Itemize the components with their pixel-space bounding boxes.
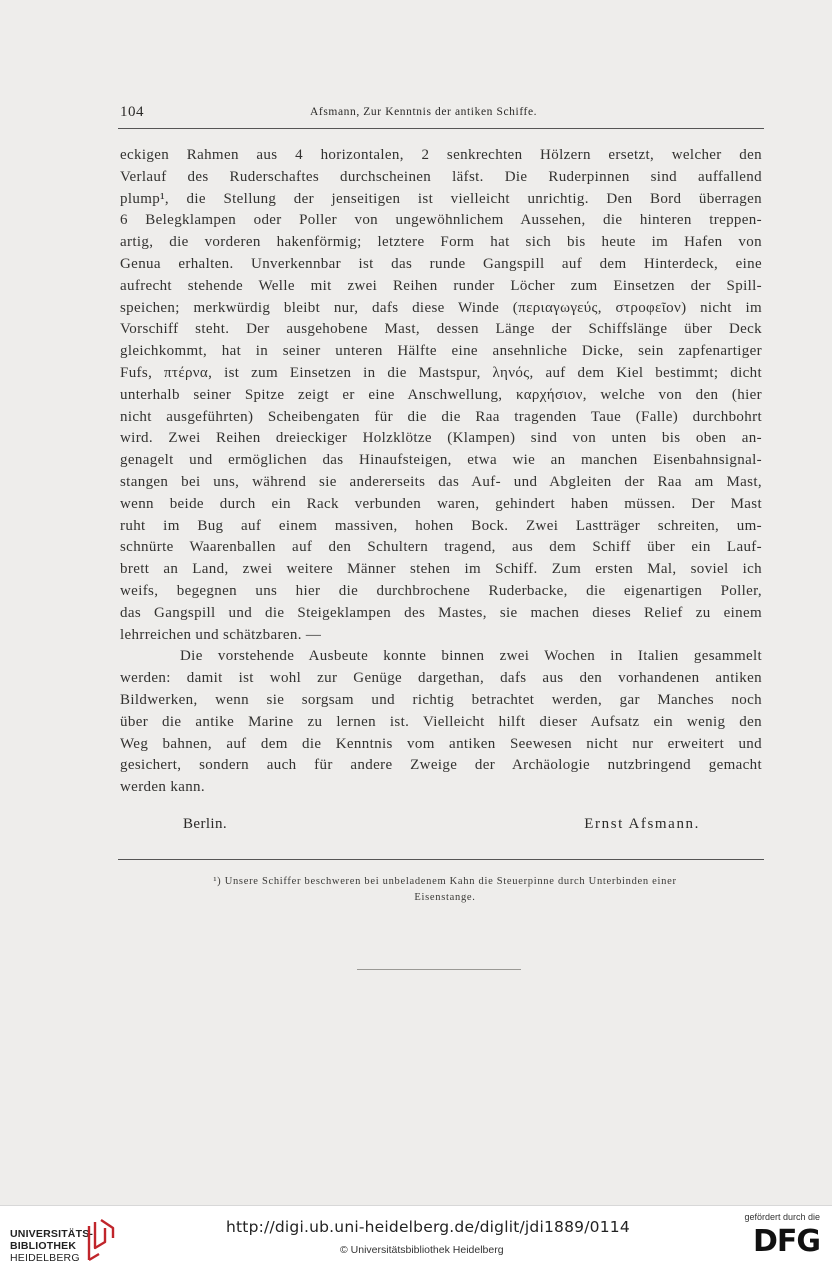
running-head: [120, 104, 762, 128]
institution-line: HEIDELBERG: [10, 1252, 80, 1264]
end-rule: [357, 969, 521, 970]
text-line: Die vorstehende Ausbeute konnte binnen zwei Wochen in Italien gesammelt: [180, 648, 762, 665]
body-text: [120, 145, 762, 799]
text-line: eckigen Rahmen aus 4 horizontalen, 2 senkrechten Hölzern ersetzt, welcher den: [120, 147, 762, 163]
text-line: genagelt und ermöglichen das Hinaufsteigen, etwa wie an manchen Eisenbahnsignal-: [120, 452, 762, 469]
signature-place: Berlin.: [183, 816, 228, 832]
text-line: Fufs, πτέρνα, ist zum Einsetzen in die Mastspur, ληνός, auf dem Kiel bestimmt; dicht: [120, 364, 762, 381]
ub-logo-mark-icon: [85, 1218, 117, 1262]
text-line: Genua erhalten. Unverkennbar ist das runde Gangspill auf dem Hinterdeck, eine: [120, 255, 762, 272]
text-line: artig, die vorderen hakenförmig; letztere Form hat sich bis heute im Hafen von: [120, 234, 762, 251]
page-number: 104: [120, 104, 144, 120]
header-rule: [118, 128, 764, 129]
text-line: 6 Belegklampen oder Poller von ungewöhnlichem Aussehen, die hinteren treppen-: [120, 212, 762, 229]
text-line: werden kann.: [120, 779, 206, 796]
text-line: Bildwerken, wenn sie sorgsam und richtig betrachtet werden, gar Manches noch: [120, 691, 762, 708]
text-line: speichen; merkwürdig bleibt nur, dafs diese Winde (περιαγωγεύς, στροφεῖον) nicht im: [120, 299, 762, 316]
dfg-logo[interactable]: DFG: [752, 1224, 820, 1259]
funding-note: gefördert durch die: [744, 1212, 820, 1222]
text-line: ruht im Bug auf einem massiven, hohen Bock. Zwei Lastträger schreiten, um-: [120, 517, 762, 534]
running-title: Afsmann, Zur Kenntnis der antiken Schiffe.: [310, 106, 538, 118]
signature-name: Ernst Afsmann.: [584, 816, 700, 832]
text-line: nicht ausgeführten) Scheibengaten für die die Raa tragenden Taue (Falle) durchbohrt: [120, 408, 762, 425]
footnote-rule: [118, 859, 764, 860]
text-line: gesichert, sondern auch für andere Zweige der Archäologie nutzbringend gemacht: [120, 757, 762, 774]
text-line: unterhalb seiner Spitze zeigt er eine Anschwellung, καρχήσιον, welche von den (hier: [120, 386, 762, 403]
text-line: lehrreichen und schätzbaren. —: [120, 626, 322, 643]
text-line: Verlauf des Ruderschaftes durchscheinen läfst. Die Ruderpinnen sind auffallend: [120, 168, 762, 185]
ub-heidelberg-logo[interactable]: [10, 1216, 120, 1264]
text-line: brett an Land, zwei weitere Männer stehen im Schiff. Zum ersten Mal, soviel ich: [120, 561, 762, 578]
text-line: das Gangspill und die Steigeklampen des Mastes, sie machen dieses Relief zu einem: [120, 604, 762, 621]
viewer-footer: [0, 1205, 832, 1265]
text-line: wenn beide durch ein Rack verbunden waren, gehindert haben müssen. Der Mast: [120, 495, 762, 512]
footnote: [140, 874, 750, 906]
permalink-url[interactable]: http://digi.ub.uni-heidelberg.de/diglit/jdi1889/0114: [226, 1218, 630, 1236]
text-line: über die antike Marine zu lernen ist. Vielleicht hilft dieser Aufsatz ein wenig den: [120, 713, 762, 730]
text-line: schnürte Waarenballen auf den Schultern tragend, aus dem Schiff über ein Lauf-: [120, 539, 762, 556]
text-line: stangen bei uns, während sie andererseits das Auf- und Abgleiten der Raa am Mast,: [120, 473, 762, 490]
text-line: wird. Zwei Reihen dreieckiger Holzklötze (Klampen) sind von unten bis oben an-: [120, 430, 762, 447]
text-line: gleichkommt, hat in seiner unteren Hälfte eine ansehnliche Dicke, sein zapfenartiger: [120, 343, 762, 360]
text-line: Vorschiff steht. Der ausgehobene Mast, dessen Länge der Schiffslänge über Deck: [120, 321, 762, 338]
signature: [120, 816, 762, 838]
text-line: werden: damit ist wohl zur Genüge dargethan, dafs aus den vorhandenen antiken: [120, 670, 762, 687]
institution-name: [10, 1228, 93, 1264]
copyright-notice: © Universitätsbibliothek Heidelberg: [340, 1244, 504, 1256]
footnote-line: ¹) Unsere Schiffer beschweren bei unbeladenem Kahn die Steuerpinne durch Unterbinden einer: [213, 876, 677, 887]
text-line: Weg bahnen, auf dem die Kenntnis vom antiken Seewesen nicht nur erweitert und: [120, 735, 762, 752]
text-line: aufrecht stehende Welle mit zwei Reihen runder Löcher zum Einsetzen der Spill-: [120, 277, 762, 294]
footnote-line: Eisenstange.: [414, 892, 476, 903]
text-line: weifs, begegnen uns hier die durchbrochene Ruderbacke, die eigenartigen Poller,: [120, 582, 762, 599]
text-line: plump¹, die Stellung der jenseitigen ist vielleicht unrichtig. Den Bord überragen: [120, 190, 762, 207]
institution-line: UNIVERSITÄTS-: [10, 1228, 94, 1240]
institution-line: BIBLIOTHEK: [10, 1240, 77, 1252]
